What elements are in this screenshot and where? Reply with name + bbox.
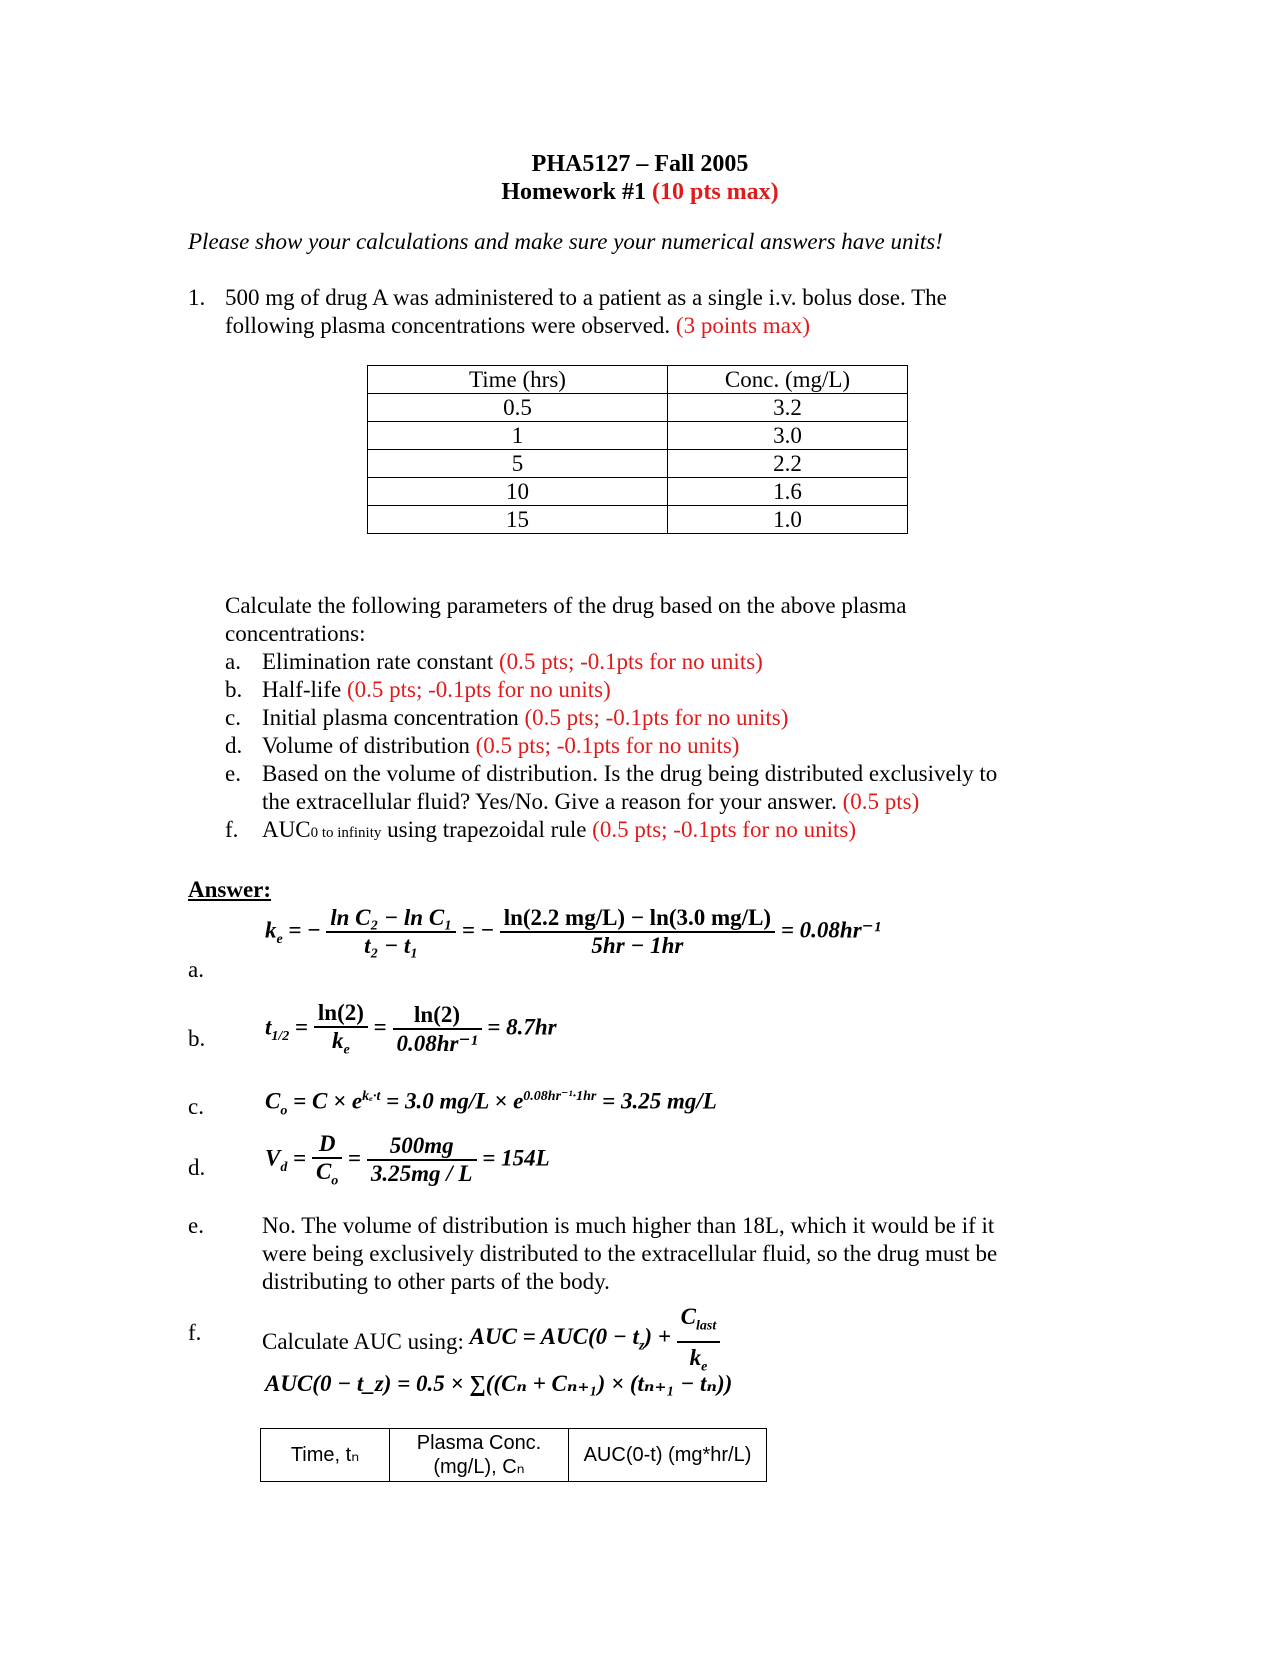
part-c-pts: (0.5 pts; -0.1pts for no units)	[524, 705, 789, 730]
auc-table-header-row	[261, 1429, 767, 1482]
part-e-pts: (0.5 pts)	[842, 789, 920, 814]
answer-a-equation: $k_e$ = − $\frac{\text{ln C₂ − ln C₁}}{\text{t₂ − t₁}}$ = − $\frac{\ln(2.2 mg/L) - \ln(3.0 mg/L)}{5hr - 1hr}$ = 0.08hr⁻¹	[265, 905, 881, 958]
answer-e-line1: No. The volume of distribution is much higher than 18L, which it would be if it	[262, 1213, 995, 1238]
answer-f-frac-num-wrap	[677, 1302, 721, 1343]
answer-d-den1-wrap	[312, 1159, 342, 1190]
answer-c-exp2: 0.08hr⁻¹·1hr	[523, 1089, 597, 1104]
auc-header-time: Time, tₙ	[261, 1429, 390, 1482]
part-d-letter: d.	[225, 733, 243, 758]
part-f-auc: AUC	[262, 817, 311, 842]
answer-f-intro: Calculate AUC using:	[262, 1329, 464, 1355]
answer-e-line2: were being exclusively distributed to the extracellular fluid, so the drug must be	[262, 1241, 998, 1266]
part-a-letter: a.	[225, 649, 241, 674]
answer-b-num2: ln(2)	[393, 1002, 482, 1030]
part-b-text: Half-life	[262, 677, 342, 702]
part-e-text2: the extracellular fluid? Yes/No. Give a reason for your answer.	[262, 789, 837, 814]
question-number: 1.	[188, 285, 206, 310]
answer-d-den1-sub: o	[331, 1173, 339, 1189]
table-header-time: Time (hrs)	[368, 366, 668, 394]
table-cell: 5	[368, 450, 668, 478]
answer-f-formula1-wrap	[469, 1324, 671, 1354]
part-e-line2	[262, 787, 919, 816]
table-cell: 0.5	[368, 394, 668, 422]
answer-b-num1: ln(2)	[314, 1000, 368, 1028]
part-d-pts: (0.5 pts; -0.1pts for no units)	[475, 733, 740, 758]
part-f-pts: (0.5 pts; -0.1pts for no units)	[592, 817, 857, 842]
part-d	[262, 731, 739, 760]
table-cell: 1.0	[668, 506, 908, 534]
answer-d-frac2	[367, 1133, 477, 1187]
part-b	[262, 675, 611, 704]
answer-a-frac1	[326, 905, 456, 959]
answer-d-result: = 154L	[482, 1145, 550, 1171]
part-a	[262, 647, 763, 676]
concentration-table	[367, 365, 908, 534]
part-e-line1: Based on the volume of distribution. Is the drug being distributed exclusively to	[262, 761, 998, 786]
answer-f-formula1-sub: z	[638, 1338, 645, 1354]
table-cell: 1.6	[668, 478, 908, 506]
question-points: (3 points max)	[675, 313, 811, 338]
answer-f-frac-den-sub: e	[701, 1359, 708, 1375]
answer-b-den1-wrap	[314, 1028, 368, 1059]
table-row	[368, 394, 908, 422]
answer-heading: Answer:	[188, 877, 272, 902]
answer-a-result: = 0.08hr⁻¹	[780, 917, 881, 943]
answer-b-den2: 0.08hr⁻¹	[396, 1030, 478, 1056]
answer-b-letter: b.	[188, 1026, 206, 1051]
course-title: PHA5127 – Fall 2005	[531, 151, 749, 177]
answer-a-lhs: k	[265, 917, 277, 943]
answer-a-num1: ln C₂ − ln C₁	[326, 905, 456, 933]
table-row	[368, 422, 908, 450]
answer-a-lhs-sub: e	[276, 931, 283, 947]
part-c	[262, 703, 788, 732]
answer-f-frac-den: k	[689, 1344, 702, 1370]
homework-points: (10 pts max)	[652, 179, 779, 205]
question-text-line1: 500 mg of drug A was administered to a patient as a single i.v. bolus dose. The	[225, 285, 947, 310]
table-row	[368, 450, 908, 478]
answer-f-formula2: AUC(0 − t_z) = 0.5 × ∑((Cₙ + Cₙ₊₁) × (tₙ₊₁ − tₙ))	[265, 1371, 733, 1396]
answer-d-lhs: V	[265, 1145, 281, 1171]
answer-a-letter: a.	[188, 957, 204, 982]
instructions: Please show your calculations and make sure your numerical answers have units!	[188, 229, 943, 254]
answer-b-frac1	[314, 1000, 368, 1059]
answer-c-result: = 3.25 mg/L	[602, 1088, 717, 1114]
auc-header-conc: Plasma Conc. (mg/L), Cₙ	[390, 1429, 569, 1482]
part-d-text: Volume of distribution	[262, 733, 470, 758]
table-header-conc: Conc. (mg/L)	[668, 366, 908, 394]
answer-d-lhs-sub: d	[280, 1160, 288, 1176]
question-text-line2-main: following plasma concentrations were observed.	[225, 313, 671, 338]
answer-c-expr: C	[265, 1088, 281, 1114]
table-cell: 10	[368, 478, 668, 506]
answer-c-mid: = 3.0 mg/L × e	[386, 1088, 524, 1114]
auc-header-auc: AUC(0-t) (mg*hr/L)	[569, 1429, 767, 1482]
table-cell: 2.2	[668, 450, 908, 478]
homework-label: Homework #1	[501, 179, 646, 205]
answer-b-equation: $t_{1/2}$ = $\frac{\ln(2)}{k_e}$ = $\frac{\ln(2)}{\text{0.08hr⁻¹}}$ = 8.7hr	[265, 1000, 557, 1058]
answer-b-frac2	[393, 1002, 482, 1057]
answer-f-letter: f.	[188, 1320, 202, 1345]
answer-f-formula1-end: ) +	[644, 1324, 671, 1350]
answer-d-frac1	[312, 1131, 342, 1190]
answer-c-exp: kₑ·t	[362, 1089, 381, 1104]
calc-intro-line1: Calculate the following parameters of the drug based on the above plasma	[225, 593, 907, 618]
table-cell: 15	[368, 506, 668, 534]
part-a-text: Elimination rate constant	[262, 649, 494, 674]
table-cell: 3.0	[668, 422, 908, 450]
answer-e-letter: e.	[188, 1213, 204, 1238]
answer-b-den1-sub: e	[343, 1042, 350, 1058]
auc-table	[260, 1428, 767, 1482]
part-e-letter: e.	[225, 761, 241, 786]
table-row	[368, 478, 908, 506]
answer-d-letter: d.	[188, 1155, 206, 1180]
answer-e-line3: distributing to other parts of the body.	[262, 1269, 610, 1294]
part-f	[262, 815, 856, 848]
part-a-pts: (0.5 pts; -0.1pts for no units)	[498, 649, 763, 674]
answer-b-den1: k	[332, 1028, 344, 1053]
part-c-text: Initial plasma concentration	[262, 705, 519, 730]
answer-a-frac2	[500, 905, 775, 959]
part-b-letter: b.	[225, 677, 243, 702]
answer-f-frac-num: C	[680, 1304, 697, 1329]
calc-intro-line2: concentrations:	[225, 621, 366, 646]
answer-d-den2: 3.25mg / L	[370, 1161, 473, 1187]
table-row	[368, 506, 908, 534]
answer-d-equation: $V_d$ = $\frac{D}{C_o}$ = $\frac{500mg}{3.25mg / L}$ = 154L	[265, 1131, 550, 1189]
answer-d-num2: 500mg	[367, 1133, 477, 1161]
answer-d-den1: C	[315, 1159, 332, 1184]
table-cell: 3.2	[668, 394, 908, 422]
answer-c-equation	[265, 1088, 717, 1119]
table-cell: 1	[368, 422, 668, 450]
question-text-line2	[225, 311, 810, 340]
table-header-row	[368, 366, 908, 394]
answer-b-lhs-sub: 1/2	[271, 1029, 290, 1045]
answer-f-frac-num-sub: last	[696, 1318, 717, 1334]
homework-title	[0, 177, 1280, 207]
part-f-letter: f.	[225, 817, 239, 842]
answer-a-den1: t₂ − t₁	[364, 933, 419, 958]
part-b-pts: (0.5 pts; -0.1pts for no units)	[346, 677, 611, 702]
part-f-sub: 0 to infinity	[310, 825, 382, 841]
answer-b-result: = 8.7hr	[487, 1014, 557, 1040]
answer-c-expr-sub: o	[280, 1103, 288, 1119]
answer-a-den2: 5hr − 1hr	[591, 933, 684, 958]
answer-f-formula1: AUC = AUC(0 − t	[469, 1324, 639, 1350]
answer-b-lhs: t	[265, 1014, 272, 1040]
part-c-letter: c.	[225, 705, 241, 730]
answer-c-letter: c.	[188, 1094, 204, 1119]
answer-d-num1: D	[312, 1131, 342, 1159]
answer-c-expr2: = C × e	[293, 1088, 363, 1114]
answer-a-num2: ln(2.2 mg/L) − ln(3.0 mg/L)	[500, 905, 775, 933]
part-f-after: using trapezoidal rule	[381, 817, 587, 842]
